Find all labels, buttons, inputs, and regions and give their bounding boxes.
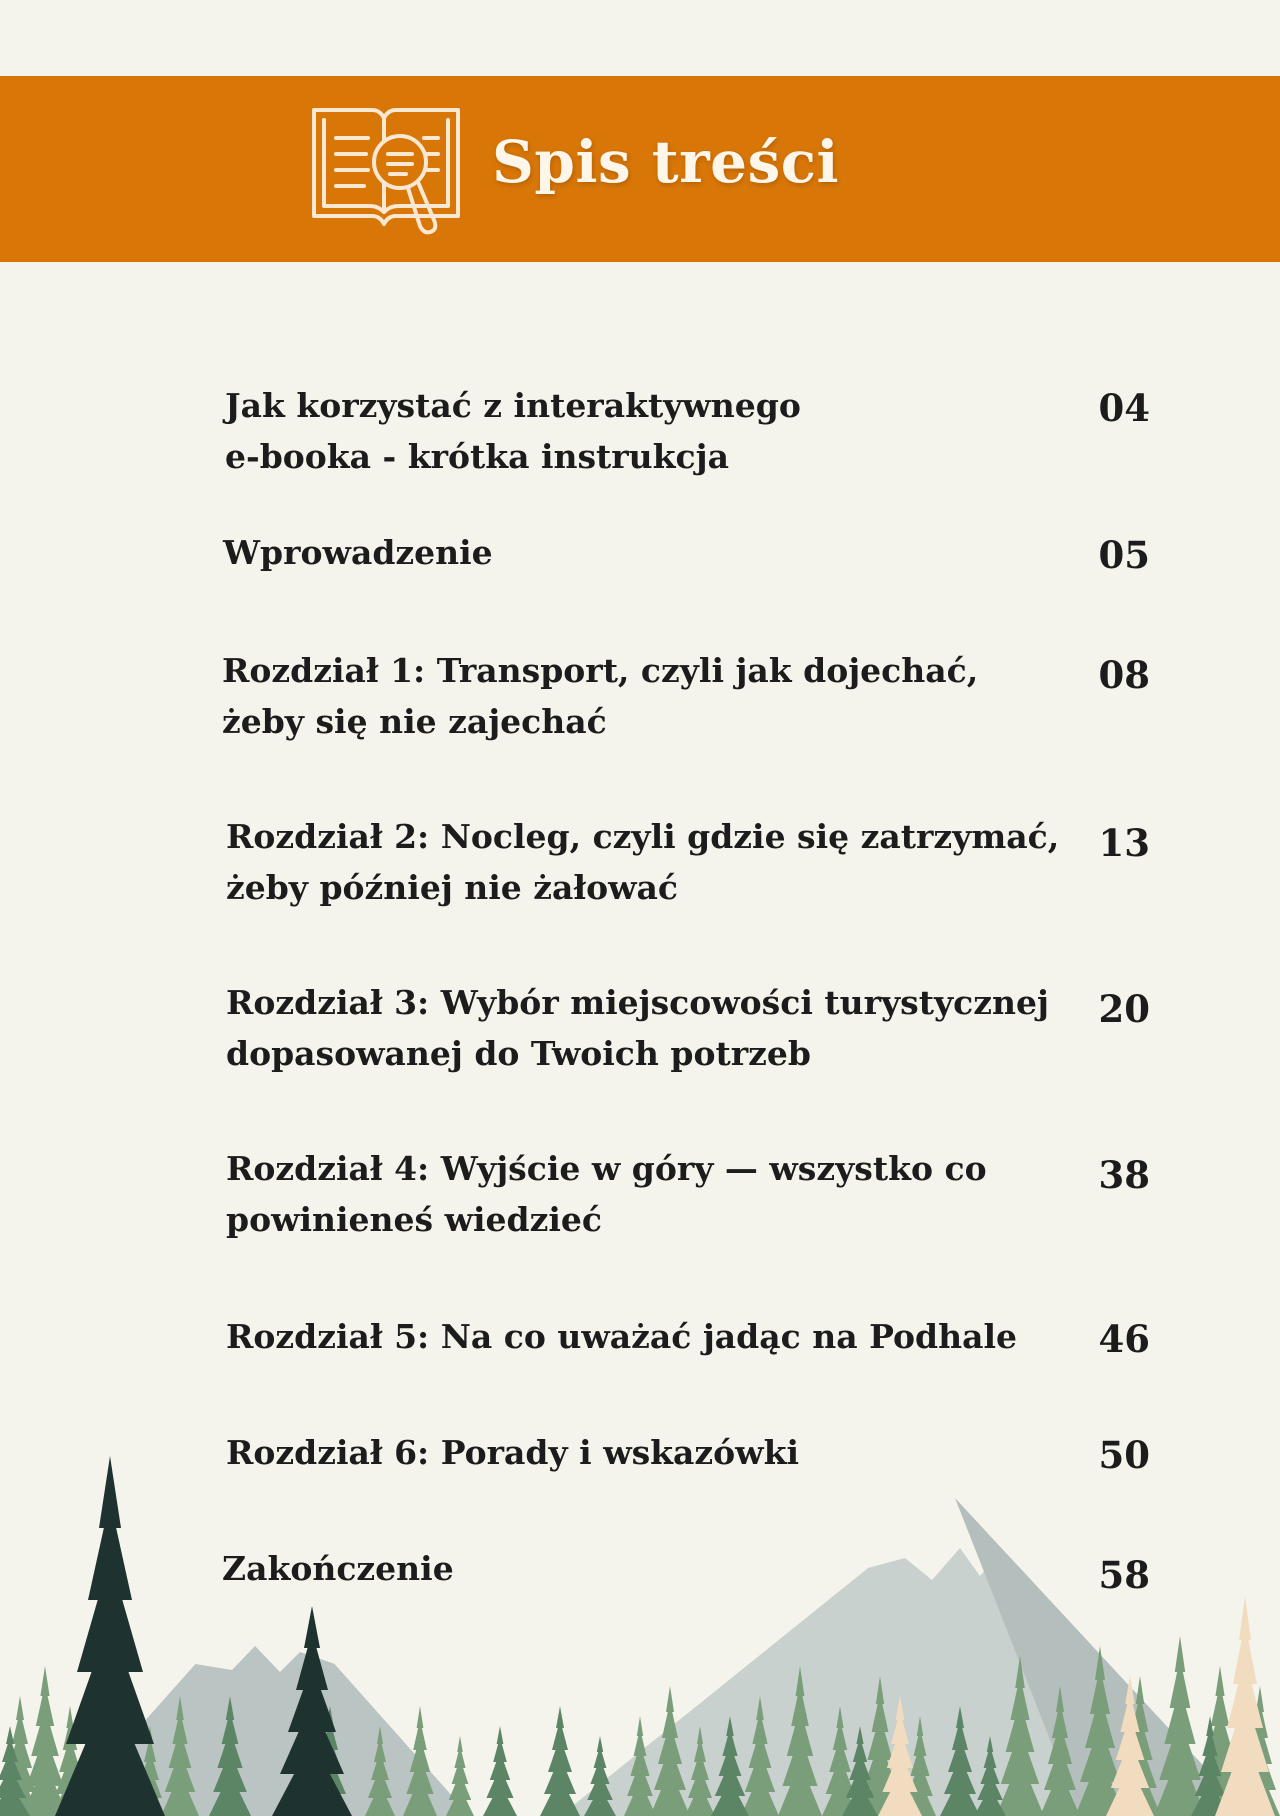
book-magnifier-icon [306,100,466,240]
toc-entry-label: Rozdział 6: Porady i wskazówki [226,1433,799,1472]
pine-tree-icon [540,1706,580,1816]
toc-entry-label: Rozdział 5: Na co uważać jadąc na Podhale [226,1317,1017,1356]
toc-entry-page: 04 [1098,386,1150,430]
toc-entry-page: 50 [1098,1433,1150,1477]
toc-entry-page: 20 [1098,987,1150,1031]
toc-entry-label: Zakończenie [222,1549,454,1588]
toc-entry-label: Rozdział 2: Nocleg, czyli gdzie się zatrzymać, żeby później nie żałować [226,817,1060,907]
page-title: Spis treści [492,128,840,196]
toc-entry-label: Jak korzystać z interaktywnego e-booka - krótka instrukcja [225,386,801,476]
toc-entry-page: 46 [1098,1317,1150,1361]
toc-entry-page: 08 [1098,653,1150,697]
toc-entry-page: 05 [1098,533,1150,577]
toc-entry-page: 58 [1098,1553,1150,1597]
toc-entry-page: 38 [1098,1153,1150,1197]
toc-entry-label: Wprowadzenie [223,533,493,572]
pine-tree-icon [483,1726,517,1816]
mountain-forest-illustration [0,1440,1280,1816]
toc-entry-label: Rozdział 1: Transport, czyli jak dojechać, żeby się nie zajechać [222,651,979,741]
toc-entry-label: Rozdział 3: Wybór miejscowości turystycznej dopasowanej do Twoich potrzeb [226,983,1049,1073]
toc-entry-label: Rozdział 4: Wyjście w góry — wszystko co powinieneś wiedzieć [226,1149,987,1239]
toc-entry-page: 13 [1098,821,1150,865]
